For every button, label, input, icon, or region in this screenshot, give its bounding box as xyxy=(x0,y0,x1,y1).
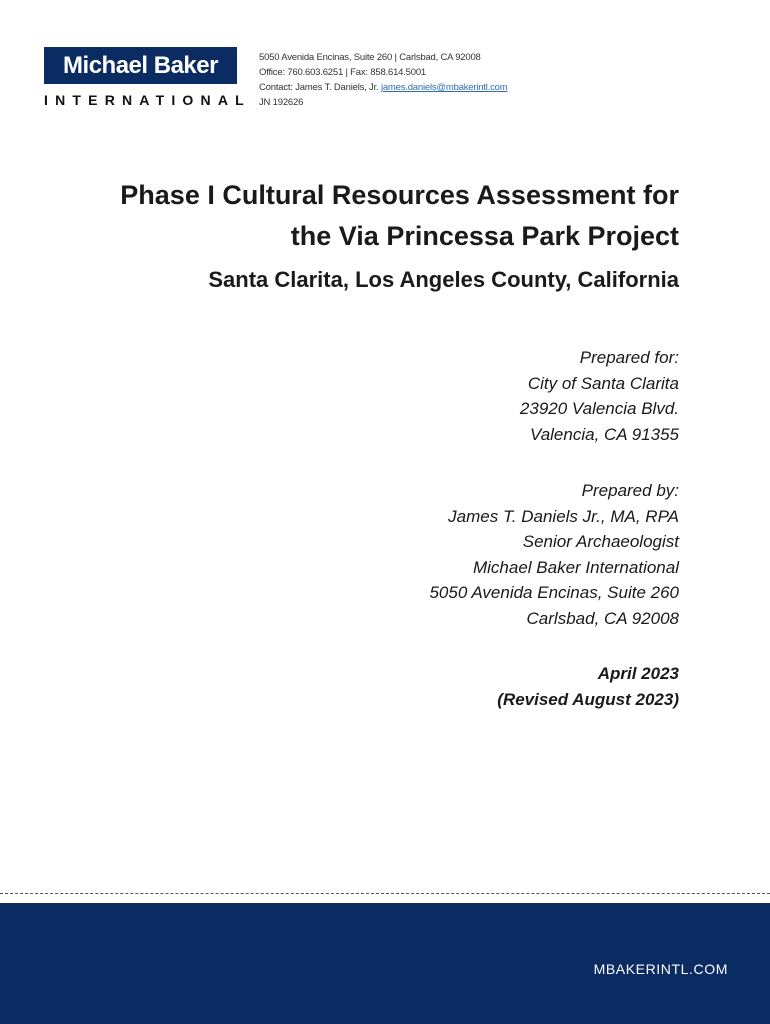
date-block xyxy=(179,661,679,712)
logo-tagline: INTERNATIONAL xyxy=(44,92,251,108)
contact-person xyxy=(259,80,507,95)
contact-person-label: Contact: James T. Daniels, Jr. xyxy=(259,82,381,93)
contact-address: 5050 Avenida Encinas, Suite 260 | Carlsbad, CA 92008 xyxy=(259,52,481,63)
prepared-for-label: Prepared for: xyxy=(579,348,679,367)
footer-divider xyxy=(0,893,770,894)
document-title xyxy=(39,175,679,257)
footer-band xyxy=(0,903,770,1024)
job-number: JN 192626 xyxy=(259,97,304,108)
logo-name: Michael Baker xyxy=(63,51,218,79)
title-line-1: Phase I Cultural Resources Assessment for xyxy=(120,180,679,210)
company-logo xyxy=(44,47,237,84)
prepared-by-line: 5050 Avenida Encinas, Suite 260 xyxy=(429,583,679,602)
revised-date: (Revised August 2023) xyxy=(497,689,679,709)
prepared-by-line: James T. Daniels Jr., MA, RPA xyxy=(448,506,679,526)
prepared-by-label: Prepared by: xyxy=(581,481,679,500)
prepared-for-block xyxy=(179,345,679,447)
prepared-by-line: Carlsbad, CA 92008 xyxy=(526,608,679,628)
prepared-for-line: 23920 Valencia Blvd. xyxy=(519,399,679,418)
title-block xyxy=(39,175,679,295)
prepared-by-line: Senior Archaeologist xyxy=(522,532,679,551)
prepared-for-line: Valencia, CA 91355 xyxy=(529,424,679,444)
contact-phone: Office: 760.603.6251 | Fax: 858.614.5001 xyxy=(259,67,427,78)
prepared-by-line: Michael Baker International xyxy=(472,557,679,577)
footer-website[interactable]: MBAKERINTL.COM xyxy=(593,961,728,977)
document-subtitle: Santa Clarita, Los Angeles County, California xyxy=(208,267,679,292)
report-date: April 2023 xyxy=(597,664,679,683)
contact-block xyxy=(259,50,507,110)
title-line-2: the Via Princessa Park Project xyxy=(290,221,679,251)
prepared-by-block xyxy=(179,478,679,631)
contact-email-link[interactable]: james.daniels@mbakerintl.com xyxy=(380,82,508,93)
prepared-for-line: City of Santa Clarita xyxy=(527,373,679,393)
